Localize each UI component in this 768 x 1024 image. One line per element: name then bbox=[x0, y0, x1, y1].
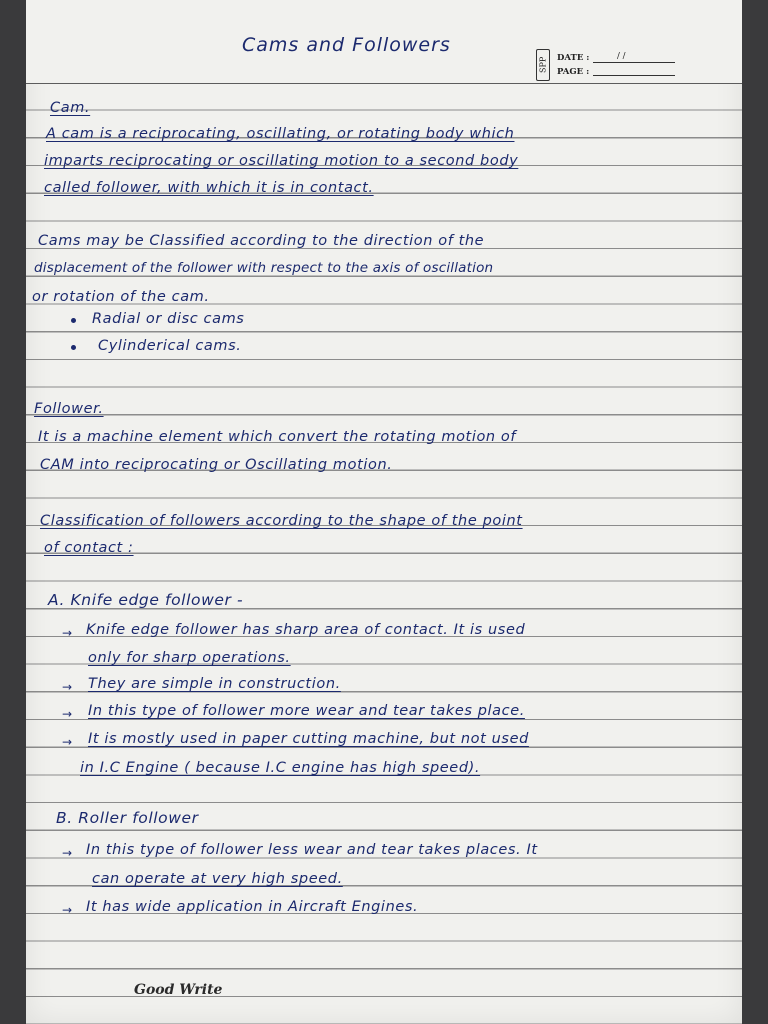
arrow-icon: → bbox=[62, 903, 73, 917]
brand-mark: SPP bbox=[536, 49, 550, 81]
arrow-icon: → bbox=[62, 680, 73, 694]
roller-point-2: It has wide application in Aircraft Engines. bbox=[86, 899, 419, 915]
page-header bbox=[26, 0, 742, 84]
date-line bbox=[593, 62, 675, 63]
roller-point-1: In this type of follower less wear and tear takes places. It bbox=[86, 842, 538, 858]
date-separators: / / bbox=[617, 51, 626, 61]
page-line bbox=[593, 75, 675, 76]
knife-point-4: It is mostly used in paper cutting machine, but not used bbox=[88, 731, 529, 747]
follower-classify-line-1: Classification of followers according to the shape of the point bbox=[40, 513, 523, 529]
notebook-page bbox=[26, 0, 742, 1024]
arrow-icon: → bbox=[62, 735, 73, 749]
knife-point-1-cont: only for sharp operations. bbox=[88, 650, 291, 666]
cam-def-line-1: A cam is a reciprocating, oscillating, or rotating body which bbox=[46, 126, 515, 142]
page-label: PAGE : bbox=[557, 67, 590, 77]
arrow-icon: → bbox=[62, 626, 73, 640]
cam-type-1: Radial or disc cams bbox=[92, 311, 245, 327]
cam-type-2: Cylinderical cams. bbox=[98, 338, 242, 354]
follower-def-line-2: CAM into reciprocating or Oscillating motion. bbox=[40, 457, 393, 473]
roller-point-1-cont: can operate at very high speed. bbox=[92, 871, 343, 887]
roller-heading: B. Roller follower bbox=[56, 809, 199, 827]
cam-classify-line-1: Cams may be Classified according to the direction of the bbox=[38, 233, 485, 249]
date-label: DATE : bbox=[557, 53, 590, 63]
knife-point-2: They are simple in construction. bbox=[88, 676, 341, 692]
arrow-icon: → bbox=[62, 707, 73, 721]
follower-classify-line-2: of contact : bbox=[44, 540, 134, 556]
knife-point-3: In this type of follower more wear and tear takes place. bbox=[88, 703, 525, 719]
follower-heading: Follower. bbox=[34, 401, 104, 417]
footer-brand: Good Write bbox=[134, 982, 223, 998]
arrow-icon: → bbox=[62, 846, 73, 860]
cam-classify-line-3: or rotation of the cam. bbox=[32, 289, 210, 305]
knife-point-4-cont: in I.C Engine ( because I.C engine has high speed). bbox=[80, 760, 481, 776]
bullet-dot bbox=[71, 318, 76, 323]
cam-heading: Cam. bbox=[50, 100, 91, 116]
page-title: Cams and Followers bbox=[242, 34, 451, 56]
cam-classify-line-2: displacement of the follower with respect to the axis of oscillation bbox=[34, 260, 494, 276]
knife-heading: A. Knife edge follower - bbox=[48, 591, 244, 609]
cam-def-line-3: called follower, with which it is in contact. bbox=[44, 180, 374, 196]
cam-def-line-2: imparts reciprocating or oscillating motion to a second body bbox=[44, 153, 519, 169]
knife-point-1: Knife edge follower has sharp area of contact. It is used bbox=[86, 622, 526, 638]
follower-def-line-1: It is a machine element which convert the rotating motion of bbox=[38, 429, 517, 445]
bullet-dot bbox=[71, 345, 76, 350]
